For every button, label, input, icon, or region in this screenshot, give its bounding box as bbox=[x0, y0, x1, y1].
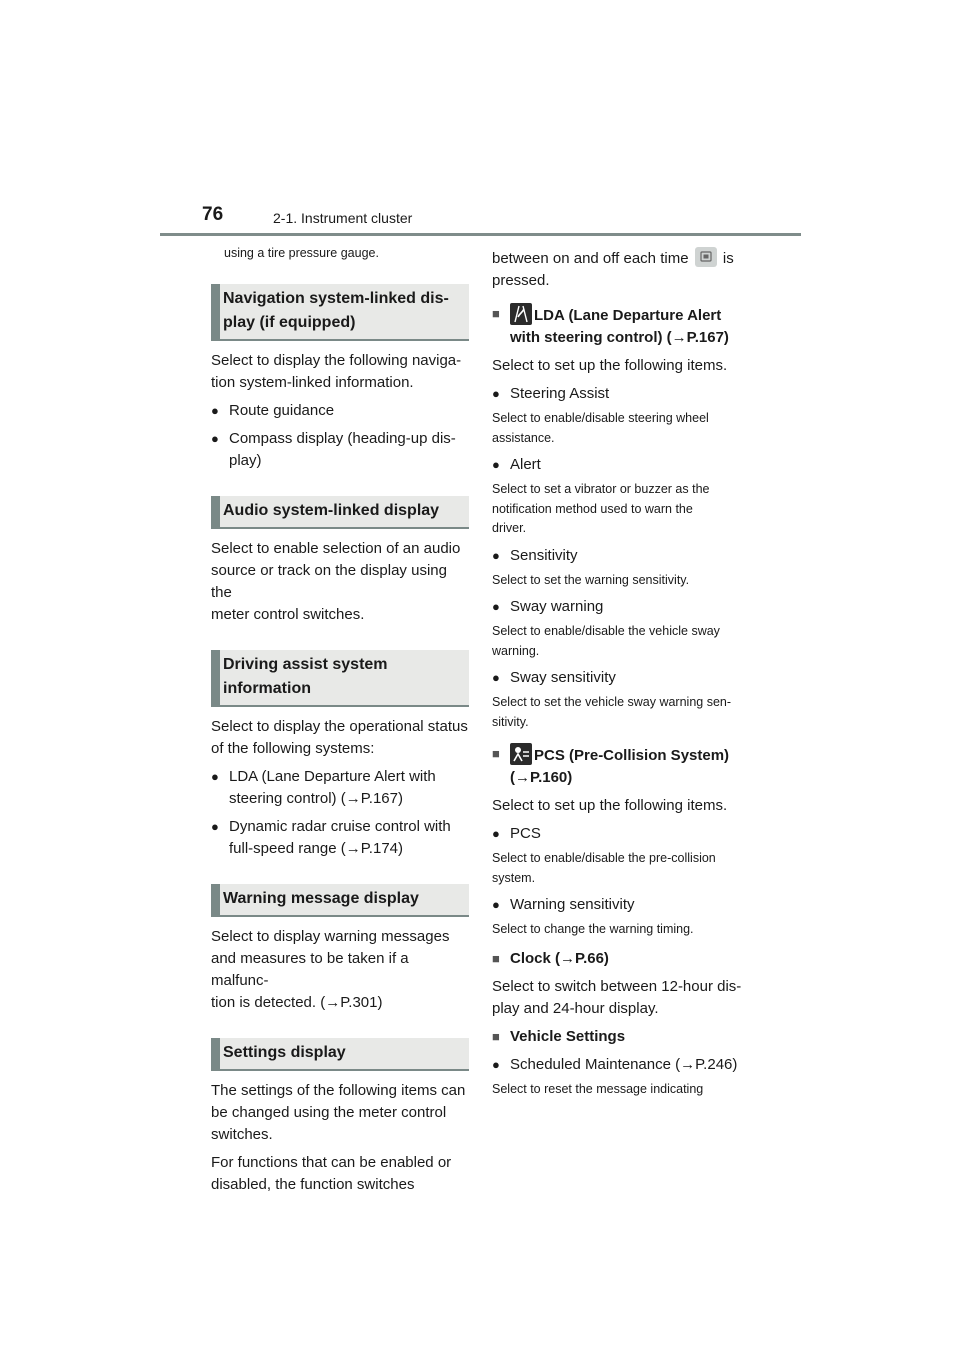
pcs-heading: ■ PCS (Pre-Collision System) (→P.160) bbox=[492, 743, 754, 789]
item-description: Select to reset the message indicating bbox=[492, 1081, 704, 1096]
bullet-icon: ● bbox=[211, 768, 219, 784]
list-item: ● PCS bbox=[492, 823, 754, 845]
bullet-icon: ● bbox=[492, 599, 500, 614]
bullet-icon: ● bbox=[211, 818, 219, 834]
square-bullet-icon: ■ bbox=[492, 950, 500, 966]
bullet-icon: ● bbox=[492, 457, 500, 472]
continued-text: using a tire pressure gauge. bbox=[224, 246, 379, 260]
vehicle-settings-heading: ■ Vehicle Settings bbox=[492, 1026, 754, 1048]
item-description: Select to set the warning sensitivity. bbox=[492, 572, 690, 587]
display-button-icon bbox=[695, 247, 717, 267]
bullet-icon: ● bbox=[211, 430, 219, 446]
list-item: ● Warning sensitivity bbox=[492, 894, 754, 916]
bullet-icon: ● bbox=[211, 402, 219, 418]
bullet-icon: ● bbox=[492, 826, 500, 841]
section-title: 2-1. Instrument cluster bbox=[273, 210, 413, 226]
list-item: ● Sway sensitivity bbox=[492, 667, 754, 689]
settings-description: The settings of the following items can be changed using the meter control switches. bbox=[211, 1081, 466, 1143]
navigation-description: Select to display the following naviga- tion system-linked information. bbox=[211, 351, 462, 391]
list-item: ● Steering Assist bbox=[492, 383, 754, 405]
lda-intro: Select to set up the following items. bbox=[492, 357, 728, 374]
lda-heading: ■ LDA (Lane Departure Alert with steering control) (→P.167) bbox=[492, 303, 754, 349]
item-description: Select to change the warning timing. bbox=[492, 922, 694, 936]
square-bullet-icon: ■ bbox=[492, 1028, 500, 1044]
bullet-icon: ● bbox=[492, 547, 500, 563]
bullet-icon: ● bbox=[492, 386, 500, 401]
bullet-icon: ● bbox=[492, 897, 500, 912]
list-item: ● Dynamic radar cruise control with full-speed range (→P.174) bbox=[211, 817, 451, 857]
continued-text: between on and off each time is bbox=[492, 247, 754, 270]
list-item: ● Alert bbox=[492, 454, 754, 476]
clock-heading: ■ Clock (→P.66) bbox=[492, 948, 754, 970]
heading-settings-display: Settings display bbox=[211, 1038, 469, 1071]
heading-warning-message: Warning message display bbox=[211, 884, 469, 917]
page-header bbox=[160, 203, 801, 236]
list-item: ● Compass display (heading-up dis- play) bbox=[211, 429, 456, 469]
clock-description: Select to switch between 12-hour dis- play and 24-hour display. bbox=[492, 977, 742, 1017]
item-description: Select to set the vehicle sway warning sen- sitivity. bbox=[492, 695, 732, 729]
item-description: Select to enable/disable steering wheel assistance. bbox=[492, 411, 709, 445]
bullet-icon: ● bbox=[492, 670, 500, 685]
square-bullet-icon: ■ bbox=[492, 306, 500, 321]
list-item: ● Sensitivity bbox=[492, 545, 754, 567]
left-column bbox=[211, 244, 469, 1196]
heading-audio-display: Audio system-linked display bbox=[211, 496, 469, 529]
square-bullet-icon: ■ bbox=[492, 746, 500, 761]
driving-assist-description: Select to display the operational status of the following systems: bbox=[211, 717, 468, 757]
list-item: ● Sway warning bbox=[492, 596, 754, 618]
right-column: between on and off each time is pressed. ■ LDA (Lane Departure Alert with steering control) (→P.167) Select to set up the following items. ● Steering Assist Select to enable/disable steering wheel assistance. ● Alert Select to set a vibrator or buzzer as the notification method used to warn the driver. ● Sensitivity Select to set the warning sensitivity. ● Sway warning Select to enable/disable the vehicle sway warning. ● Sway sensitivity Select to set the vehicle sway warning sen- sitivity. ■ PCS (Pre-Collision System) (→P.160) Select to set up the following items. ● PCS Select to enable/disable the pre-collision system. ● Warning sensitivity Select to change the warning timing. ■ Clock (→P.66) Select to switch between 12-hour dis- play and 24-hour display. ■ Vehicle Settings ● Scheduled Maintenance (→P.246) Select to reset the message indicating bbox=[492, 244, 754, 1099]
page-number: 76 bbox=[202, 204, 224, 225]
list-item: ● LDA (Lane Departure Alert with steering control) (→P.167) bbox=[211, 767, 436, 807]
list-item: ● Scheduled Maintenance (→P.246) bbox=[492, 1054, 754, 1076]
audio-description: Select to enable selection of an audio source or track on the display using the meter control switches. bbox=[211, 539, 461, 623]
heading-driving-assist: Driving assist system information bbox=[211, 650, 469, 707]
pcs-icon bbox=[510, 743, 532, 765]
bullet-icon: ● bbox=[492, 1056, 500, 1072]
warning-description: Select to display warning messages and measures to be taken if a malfunc- tion is detected. (→P.301) bbox=[211, 927, 450, 1011]
heading-navigation-display: Navigation system-linked dis- play (if equipped) bbox=[211, 284, 469, 341]
functions-description: For functions that can be enabled or disabled, the function switches bbox=[211, 1153, 452, 1193]
pcs-intro: Select to set up the following items. bbox=[492, 797, 728, 814]
lda-icon bbox=[510, 303, 532, 325]
item-description: Select to enable/disable the pre-collision system. bbox=[492, 851, 716, 885]
item-description: Select to set a vibrator or buzzer as the notification method used to warn the driver. bbox=[492, 482, 710, 535]
list-item: ● Route guidance bbox=[211, 400, 469, 422]
item-description: Select to enable/disable the vehicle sway warning. bbox=[492, 624, 720, 658]
